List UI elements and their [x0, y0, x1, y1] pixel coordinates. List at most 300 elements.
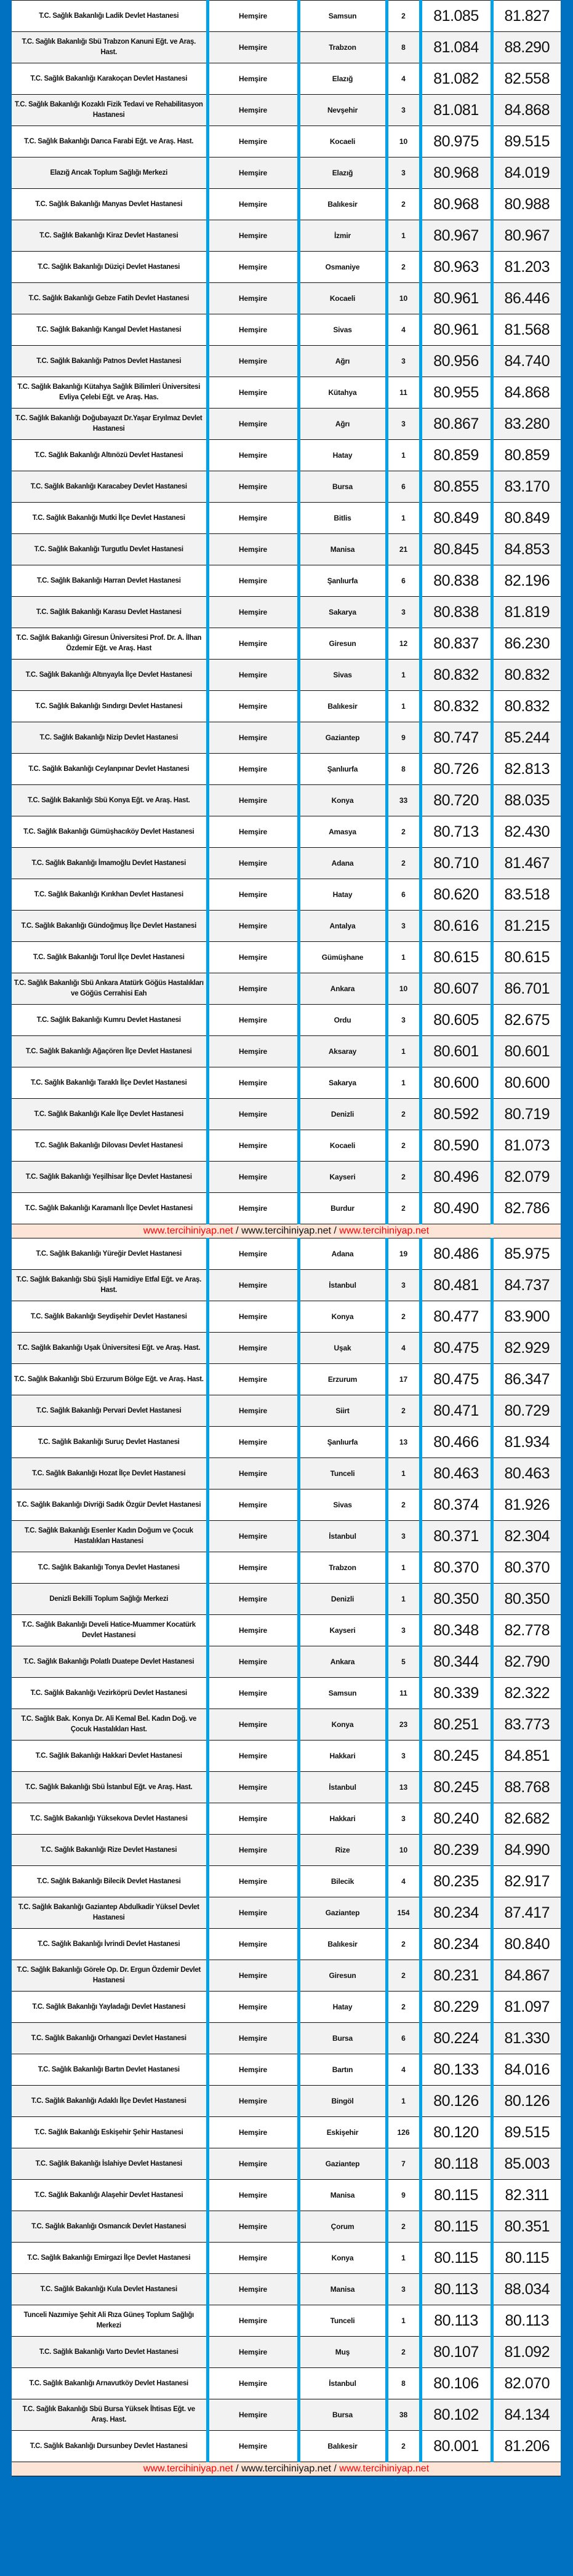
- city-cell: Ağrı: [299, 409, 387, 440]
- position-type-cell: Hemşire: [207, 2399, 299, 2431]
- min-score-cell: 80.115: [420, 2243, 492, 2274]
- city-cell: Sakarya: [299, 1067, 387, 1099]
- hospital-name-cell: T.C. Sağlık Bakanlığı Esenler Kadın Doğum ve Çocuk Hastalıkları Hastanesi: [12, 1521, 207, 1552]
- max-score-cell: 83.900: [492, 1301, 561, 1333]
- site-link[interactable]: www.tercihiniyap.net: [241, 2463, 331, 2474]
- hospital-name-cell: T.C. Sağlık Bakanlığı Gündoğmuş İlçe Devlet Hastanesi: [12, 911, 207, 942]
- quota-count-cell: 3: [387, 1741, 420, 1772]
- position-type-cell: Hemşire: [207, 440, 299, 471]
- quota-count-cell: 17: [387, 1364, 420, 1395]
- table-row: [12, 1333, 561, 1364]
- quota-count-cell: 2: [387, 1301, 420, 1333]
- city-cell: Sivas: [299, 314, 387, 346]
- position-type-cell: Hemşire: [207, 377, 299, 409]
- min-score-cell: 80.120: [420, 2117, 492, 2148]
- hospital-name-cell: T.C. Sağlık Bakanlığı Gümüşhacıköy Devlet Hastanesi: [12, 816, 207, 848]
- position-type-cell: Hemşire: [207, 1584, 299, 1615]
- table-row: [12, 1741, 561, 1772]
- position-type-cell: Hemşire: [207, 1301, 299, 1333]
- hospital-name-cell: T.C. Sağlık Bakanlığı Rize Devlet Hastanesi: [12, 1835, 207, 1866]
- quota-count-cell: 3: [387, 409, 420, 440]
- quota-count-cell: 3: [387, 1521, 420, 1552]
- city-cell: Kütahya: [299, 377, 387, 409]
- city-cell: Balıkesir: [299, 2431, 387, 2462]
- city-cell: Manisa: [299, 2274, 387, 2305]
- max-score-cell: 86.701: [492, 973, 561, 1005]
- city-cell: Balıkesir: [299, 1929, 387, 1960]
- position-type-cell: Hemşire: [207, 1992, 299, 2023]
- position-type-cell: Hemşire: [207, 1960, 299, 1992]
- table-row: [12, 1, 561, 32]
- max-score-cell: 84.853: [492, 534, 561, 565]
- min-score-cell: 80.115: [420, 2211, 492, 2243]
- table-row: [12, 32, 561, 63]
- max-score-cell: 87.417: [492, 1897, 561, 1929]
- quota-count-cell: 8: [387, 32, 420, 63]
- hospital-name-cell: T.C. Sağlık Bakanlığı Patnos Devlet Hastanesi: [12, 346, 207, 377]
- table-row: [12, 1897, 561, 1929]
- max-score-cell: 85.975: [492, 1238, 561, 1270]
- separator-cell: www.tercihiniyap.net / www.tercihiniyap.net / www.tercihiniyap.net: [12, 1224, 561, 1238]
- max-score-cell: 80.600: [492, 1067, 561, 1099]
- position-type-cell: Hemşire: [207, 63, 299, 95]
- table-row: [12, 911, 561, 942]
- quota-count-cell: 11: [387, 377, 420, 409]
- quota-count-cell: 2: [387, 1099, 420, 1130]
- quota-count-cell: 1: [387, 942, 420, 973]
- hospital-name-cell: T.C. Sağlık Bakanlığı Varto Devlet Hastanesi: [12, 2337, 207, 2368]
- table-row: [12, 1036, 561, 1067]
- max-score-cell: 81.926: [492, 1489, 561, 1521]
- position-type-cell: Hemşire: [207, 2180, 299, 2211]
- table-row: [12, 1866, 561, 1897]
- quota-count-cell: 2: [387, 1929, 420, 1960]
- position-type-cell: Hemşire: [207, 1897, 299, 1929]
- city-cell: Gaziantep: [299, 722, 387, 754]
- city-cell: Hatay: [299, 879, 387, 911]
- min-score-cell: 80.118: [420, 2148, 492, 2180]
- position-type-cell: Hemşire: [207, 283, 299, 314]
- position-type-cell: Hemşire: [207, 1193, 299, 1224]
- position-type-cell: Hemşire: [207, 1067, 299, 1099]
- min-score-cell: 80.616: [420, 911, 492, 942]
- city-cell: Bursa: [299, 2023, 387, 2054]
- quota-count-cell: 10: [387, 126, 420, 158]
- city-cell: Kayseri: [299, 1615, 387, 1646]
- site-link[interactable]: www.tercihiniyap.net: [241, 1226, 331, 1236]
- city-cell: Konya: [299, 785, 387, 816]
- city-cell: Balıkesir: [299, 189, 387, 220]
- min-score-cell: 80.240: [420, 1803, 492, 1835]
- city-cell: Bilecik: [299, 1866, 387, 1897]
- max-score-cell: 80.988: [492, 189, 561, 220]
- table-row: [12, 1005, 561, 1036]
- max-score-cell: 84.867: [492, 1960, 561, 1992]
- max-score-cell: 82.778: [492, 1615, 561, 1646]
- hospital-name-cell: T.C. Sağlık Bakanlığı Eskişehir Şehir Hastanesi: [12, 2117, 207, 2148]
- city-cell: Bingöl: [299, 2086, 387, 2117]
- table-row: [12, 2148, 561, 2180]
- quota-count-cell: 1: [387, 1067, 420, 1099]
- table-row: [12, 2180, 561, 2211]
- table-row: [12, 534, 561, 565]
- quota-count-cell: 38: [387, 2399, 420, 2431]
- min-score-cell: 80.832: [420, 660, 492, 691]
- min-score-cell: 80.245: [420, 1741, 492, 1772]
- hospital-name-cell: T.C. Sağlık Bakanlığı Gaziantep Abdulkadir Yüksel Devlet Hastanesi: [12, 1897, 207, 1929]
- min-score-cell: 80.713: [420, 816, 492, 848]
- max-score-cell: 81.819: [492, 597, 561, 628]
- hospital-name-cell: T.C. Sağlık Bakanlığı Kütahya Sağlık Bilimleri Üniversitesi Evliya Çelebi Eğt. ve Araş. Has.: [12, 377, 207, 409]
- table-row: [12, 1489, 561, 1521]
- min-score-cell: 80.607: [420, 973, 492, 1005]
- city-cell: Hakkari: [299, 1803, 387, 1835]
- max-score-cell: 81.215: [492, 911, 561, 942]
- quota-count-cell: 8: [387, 754, 420, 785]
- min-score-cell: 80.605: [420, 1005, 492, 1036]
- quota-count-cell: 3: [387, 1005, 420, 1036]
- city-cell: Denizli: [299, 1099, 387, 1130]
- hospital-name-cell: T.C. Sağlık Bakanlığı Kale İlçe Devlet Hastanesi: [12, 1099, 207, 1130]
- min-score-cell: 80.859: [420, 440, 492, 471]
- hospital-name-cell: T.C. Sağlık Bakanlığı Turgutlu Devlet Hastanesi: [12, 534, 207, 565]
- position-type-cell: Hemşire: [207, 1521, 299, 1552]
- city-cell: Konya: [299, 1301, 387, 1333]
- city-cell: Tunceli: [299, 2305, 387, 2337]
- table-row: [12, 1646, 561, 1678]
- quota-count-cell: 2: [387, 1130, 420, 1162]
- max-score-cell: 81.097: [492, 1992, 561, 2023]
- position-type-cell: Hemşire: [207, 471, 299, 503]
- city-cell: Bursa: [299, 471, 387, 503]
- quota-count-cell: 1: [387, 1584, 420, 1615]
- city-cell: İzmir: [299, 220, 387, 252]
- quota-count-cell: 1: [387, 691, 420, 722]
- min-score-cell: 80.466: [420, 1427, 492, 1458]
- min-score-cell: 80.234: [420, 1897, 492, 1929]
- site-link[interactable]: www.tercihiniyap.net: [143, 1226, 233, 1236]
- quota-count-cell: 3: [387, 95, 420, 126]
- hospital-name-cell: T.C. Sağlık Bakanlığı Hozat İlçe Devlet Hastanesi: [12, 1458, 207, 1489]
- position-type-cell: Hemşire: [207, 314, 299, 346]
- min-score-cell: 80.374: [420, 1489, 492, 1521]
- table-row: [12, 2243, 561, 2274]
- quota-count-cell: 1: [387, 1458, 420, 1489]
- quota-count-cell: 2: [387, 1395, 420, 1427]
- quota-count-cell: 4: [387, 314, 420, 346]
- max-score-cell: 88.035: [492, 785, 561, 816]
- hospital-name-cell: T.C. Sağlık Bakanlığı Kula Devlet Hastanesi: [12, 2274, 207, 2305]
- quota-count-cell: 2: [387, 1992, 420, 2023]
- site-link[interactable]: www.tercihiniyap.net: [143, 2463, 233, 2474]
- quota-count-cell: 9: [387, 722, 420, 754]
- max-score-cell: 81.568: [492, 314, 561, 346]
- separator-row: [12, 2462, 561, 2476]
- table-row: [12, 565, 561, 597]
- city-cell: Giresun: [299, 1960, 387, 1992]
- table-row: [12, 1130, 561, 1162]
- table-row: [12, 1270, 561, 1301]
- position-type-cell: Hemşire: [207, 848, 299, 879]
- city-cell: Sakarya: [299, 597, 387, 628]
- max-score-cell: 80.859: [492, 440, 561, 471]
- min-score-cell: 81.081: [420, 95, 492, 126]
- hospital-name-cell: T.C. Sağlık Bakanlığı Sbü İstanbul Eğt. ve Araş. Hast.: [12, 1772, 207, 1803]
- quota-count-cell: 2: [387, 816, 420, 848]
- hospital-name-cell: T.C. Sağlık Bakanlığı Uşak Üniversitesi Eğt. ve Araş. Hast.: [12, 1333, 207, 1364]
- quota-count-cell: 10: [387, 973, 420, 1005]
- city-cell: Osmaniye: [299, 252, 387, 283]
- position-type-cell: Hemşire: [207, 973, 299, 1005]
- city-cell: Nevşehir: [299, 95, 387, 126]
- hospital-name-cell: T.C. Sağlık Bakanlığı Yüreğir Devlet Hastanesi: [12, 1238, 207, 1270]
- separator-cell: www.tercihiniyap.net / www.tercihiniyap.net / www.tercihiniyap.net: [12, 2462, 561, 2476]
- quota-count-cell: 33: [387, 785, 420, 816]
- min-score-cell: 80.855: [420, 471, 492, 503]
- position-type-cell: Hemşire: [207, 2148, 299, 2180]
- table-row: [12, 346, 561, 377]
- table-row: [12, 879, 561, 911]
- hospital-name-cell: T.C. Sağlık Bakanlığı İslahiye Devlet Hastanesi: [12, 2148, 207, 2180]
- max-score-cell: 89.515: [492, 126, 561, 158]
- min-score-cell: 80.590: [420, 1130, 492, 1162]
- hospital-name-cell: T.C. Sağlık Bakanlığı Suruç Devlet Hastanesi: [12, 1427, 207, 1458]
- min-score-cell: 80.838: [420, 565, 492, 597]
- position-type-cell: Hemşire: [207, 503, 299, 534]
- quota-count-cell: 11: [387, 1678, 420, 1709]
- min-score-cell: 80.224: [420, 2023, 492, 2054]
- hospital-name-cell: T.C. Sağlık Bakanlığı Sbü Konya Eğt. ve Araş. Hast.: [12, 785, 207, 816]
- table-row: [12, 314, 561, 346]
- max-score-cell: 86.347: [492, 1364, 561, 1395]
- position-type-cell: Hemşire: [207, 1333, 299, 1364]
- hospital-name-cell: T.C. Sağlık Bakanlığı Görele Op. Dr. Ergun Özdemir Devlet Hastanesi: [12, 1960, 207, 1992]
- hospital-name-cell: T.C. Sağlık Bakanlığı Taraklı İlçe Devlet Hastanesi: [12, 1067, 207, 1099]
- hospital-name-cell: T.C. Sağlık Bakanlığı Sbü Erzurum Bölge Eğt. ve Araş. Hast.: [12, 1364, 207, 1395]
- position-type-cell: Hemşire: [207, 1005, 299, 1036]
- city-cell: İstanbul: [299, 1521, 387, 1552]
- city-cell: Erzurum: [299, 1364, 387, 1395]
- quota-count-cell: 1: [387, 1552, 420, 1584]
- hospital-name-cell: T.C. Sağlık Bakanlığı Ceylanpınar Devlet Hastanesi: [12, 754, 207, 785]
- position-type-cell: Hemşire: [207, 346, 299, 377]
- min-score-cell: 80.963: [420, 252, 492, 283]
- table-row: [12, 1238, 561, 1270]
- quota-count-cell: 6: [387, 565, 420, 597]
- quota-count-cell: 2: [387, 2431, 420, 2462]
- max-score-cell: 82.790: [492, 1646, 561, 1678]
- hospital-name-cell: Denizli Bekilli Toplum Sağlığı Merkezi: [12, 1584, 207, 1615]
- max-score-cell: 82.430: [492, 816, 561, 848]
- city-cell: Konya: [299, 1709, 387, 1741]
- city-cell: Adana: [299, 1238, 387, 1270]
- position-type-cell: Hemşire: [207, 1803, 299, 1835]
- min-score-cell: 80.968: [420, 158, 492, 189]
- quota-count-cell: 3: [387, 1270, 420, 1301]
- max-score-cell: 84.851: [492, 1741, 561, 1772]
- quota-count-cell: 6: [387, 879, 420, 911]
- city-cell: Amasya: [299, 816, 387, 848]
- table-row: [12, 409, 561, 440]
- table-row: [12, 503, 561, 534]
- position-type-cell: Hemşire: [207, 95, 299, 126]
- hospital-name-cell: T.C. Sağlık Bakanlığı Ağaçören İlçe Devlet Hastanesi: [12, 1036, 207, 1067]
- max-score-cell: 80.832: [492, 660, 561, 691]
- table-row: [12, 1162, 561, 1193]
- max-score-cell: 82.311: [492, 2180, 561, 2211]
- city-cell: Hakkari: [299, 1741, 387, 1772]
- quota-count-cell: 2: [387, 1162, 420, 1193]
- min-score-cell: 80.726: [420, 754, 492, 785]
- position-type-cell: Hemşire: [207, 911, 299, 942]
- hospital-name-cell: T.C. Sağlık Bakanlığı Pervari Devlet Hastanesi: [12, 1395, 207, 1427]
- city-cell: Gümüşhane: [299, 942, 387, 973]
- table-row: [12, 848, 561, 879]
- hospital-name-cell: T.C. Sağlık Bakanlığı Mutki İlçe Devlet Hastanesi: [12, 503, 207, 534]
- position-type-cell: Hemşire: [207, 1427, 299, 1458]
- hospital-name-cell: T.C. Sağlık Bakanlığı Dursunbey Devlet Hastanesi: [12, 2431, 207, 2462]
- max-score-cell: 82.675: [492, 1005, 561, 1036]
- position-type-cell: Hemşire: [207, 2305, 299, 2337]
- quota-count-cell: 1: [387, 2305, 420, 2337]
- min-score-cell: 80.106: [420, 2368, 492, 2399]
- position-type-cell: Hemşire: [207, 2337, 299, 2368]
- city-cell: Ankara: [299, 973, 387, 1005]
- quota-count-cell: 2: [387, 2211, 420, 2243]
- max-score-cell: 81.827: [492, 1, 561, 32]
- site-link[interactable]: www.tercihiniyap.net: [339, 1226, 430, 1236]
- position-type-cell: Hemşire: [207, 2274, 299, 2305]
- position-type-cell: Hemşire: [207, 1489, 299, 1521]
- position-type-cell: Hemşire: [207, 1866, 299, 1897]
- position-type-cell: Hemşire: [207, 1036, 299, 1067]
- table-row: [12, 2117, 561, 2148]
- min-score-cell: 80.837: [420, 628, 492, 660]
- table-row: [12, 2211, 561, 2243]
- city-cell: Şanlıurfa: [299, 565, 387, 597]
- position-type-cell: Hemşire: [207, 534, 299, 565]
- max-score-cell: 81.330: [492, 2023, 561, 2054]
- min-score-cell: 80.471: [420, 1395, 492, 1427]
- hospital-name-cell: T.C. Sağlık Bakanlığı Yüksekova Devlet Hastanesi: [12, 1803, 207, 1835]
- quota-count-cell: 1: [387, 220, 420, 252]
- min-score-cell: 80.867: [420, 409, 492, 440]
- max-score-cell: 80.463: [492, 1458, 561, 1489]
- max-score-cell: 82.304: [492, 1521, 561, 1552]
- city-cell: Çorum: [299, 2211, 387, 2243]
- max-score-cell: 81.073: [492, 1130, 561, 1162]
- position-type-cell: Hemşire: [207, 785, 299, 816]
- quota-count-cell: 1: [387, 440, 420, 471]
- quota-count-cell: 126: [387, 2117, 420, 2148]
- city-cell: Sivas: [299, 660, 387, 691]
- hospital-name-cell: T.C. Sağlık Bakanlığı Bartın Devlet Hastanesi: [12, 2054, 207, 2086]
- table-row: [12, 1709, 561, 1741]
- max-score-cell: 81.206: [492, 2431, 561, 2462]
- max-score-cell: 82.813: [492, 754, 561, 785]
- max-score-cell: 80.615: [492, 942, 561, 973]
- table-row: [12, 754, 561, 785]
- hospital-name-cell: T.C. Sağlık Bakanlığı Yayladağı Devlet Hastanesi: [12, 1992, 207, 2023]
- max-score-cell: 80.840: [492, 1929, 561, 1960]
- city-cell: Burdur: [299, 1193, 387, 1224]
- min-score-cell: 80.115: [420, 2180, 492, 2211]
- hospital-name-cell: T.C. Sağlık Bakanlığı Alaşehir Devlet Hastanesi: [12, 2180, 207, 2211]
- table-row: [12, 1772, 561, 1803]
- min-score-cell: 80.967: [420, 220, 492, 252]
- position-type-cell: Hemşire: [207, 158, 299, 189]
- table-row: [12, 2023, 561, 2054]
- table-row: [12, 377, 561, 409]
- min-score-cell: 80.496: [420, 1162, 492, 1193]
- hospital-name-cell: T.C. Sağlık Bakanlığı Karasu Devlet Hastanesi: [12, 597, 207, 628]
- max-score-cell: 80.601: [492, 1036, 561, 1067]
- table-row: [12, 471, 561, 503]
- max-score-cell: 80.350: [492, 1584, 561, 1615]
- min-score-cell: 80.956: [420, 346, 492, 377]
- city-cell: Samsun: [299, 1678, 387, 1709]
- table-row: [12, 1099, 561, 1130]
- hospital-name-cell: T.C. Sağlık Bakanlığı Doğubayazıt Dr.Yaşar Eryılmaz Devlet Hastanesi: [12, 409, 207, 440]
- table-row: [12, 816, 561, 848]
- position-type-cell: Hemşire: [207, 2243, 299, 2274]
- city-cell: Hatay: [299, 440, 387, 471]
- hospital-name-cell: T.C. Sağlık Bakanlığı Sındırgı Devlet Hastanesi: [12, 691, 207, 722]
- hospital-name-cell: T.C. Sağlık Bakanlığı Darıca Farabi Eğt. ve Araş. Hast.: [12, 126, 207, 158]
- table-row: [12, 1364, 561, 1395]
- min-score-cell: 80.370: [420, 1552, 492, 1584]
- quota-count-cell: 4: [387, 63, 420, 95]
- max-score-cell: 80.126: [492, 2086, 561, 2117]
- city-cell: Kocaeli: [299, 283, 387, 314]
- city-cell: Bursa: [299, 2399, 387, 2431]
- table-row: [12, 189, 561, 220]
- min-score-cell: 80.968: [420, 189, 492, 220]
- hospital-name-cell: T.C. Sağlık Bakanlığı Develi Hatice-Muammer Kocatürk Devlet Hastanesi: [12, 1615, 207, 1646]
- hospital-name-cell: T.C. Sağlık Bakanlığı Gebze Fatih Devlet Hastanesi: [12, 283, 207, 314]
- quota-count-cell: 2: [387, 1, 420, 32]
- min-score-cell: 80.371: [420, 1521, 492, 1552]
- hospital-name-cell: T.C. Sağlık Bakanlığı Sbü Şişli Hamidiye Etfal Eğt. ve Araş. Hast.: [12, 1270, 207, 1301]
- table-row: [12, 597, 561, 628]
- table-row: [12, 2431, 561, 2462]
- table-body-part2: [12, 1238, 561, 2462]
- quota-count-cell: 10: [387, 283, 420, 314]
- city-cell: Şanlıurfa: [299, 1427, 387, 1458]
- max-score-cell: 82.196: [492, 565, 561, 597]
- quota-count-cell: 13: [387, 1427, 420, 1458]
- table-row: [12, 2054, 561, 2086]
- quota-count-cell: 4: [387, 1333, 420, 1364]
- position-type-cell: Hemşire: [207, 597, 299, 628]
- min-score-cell: 80.126: [420, 2086, 492, 2117]
- min-score-cell: 80.620: [420, 879, 492, 911]
- hospital-name-cell: T.C. Sağlık Bakanlığı Tonya Devlet Hastanesi: [12, 1552, 207, 1584]
- max-score-cell: 82.917: [492, 1866, 561, 1897]
- position-type-cell: Hemşire: [207, 1162, 299, 1193]
- position-type-cell: Hemşire: [207, 220, 299, 252]
- site-link[interactable]: www.tercihiniyap.net: [339, 2463, 430, 2474]
- table-row: [12, 691, 561, 722]
- position-type-cell: Hemşire: [207, 126, 299, 158]
- min-score-cell: 80.231: [420, 1960, 492, 1992]
- hospital-name-cell: T.C. Sağlık Bakanlığı Sbü Bursa Yüksek İhtisas Eğt. ve Araş. Hast.: [12, 2399, 207, 2431]
- max-score-cell: 84.868: [492, 95, 561, 126]
- table-row: [12, 1803, 561, 1835]
- max-score-cell: 84.016: [492, 2054, 561, 2086]
- position-type-cell: Hemşire: [207, 1615, 299, 1646]
- table-row: [12, 1458, 561, 1489]
